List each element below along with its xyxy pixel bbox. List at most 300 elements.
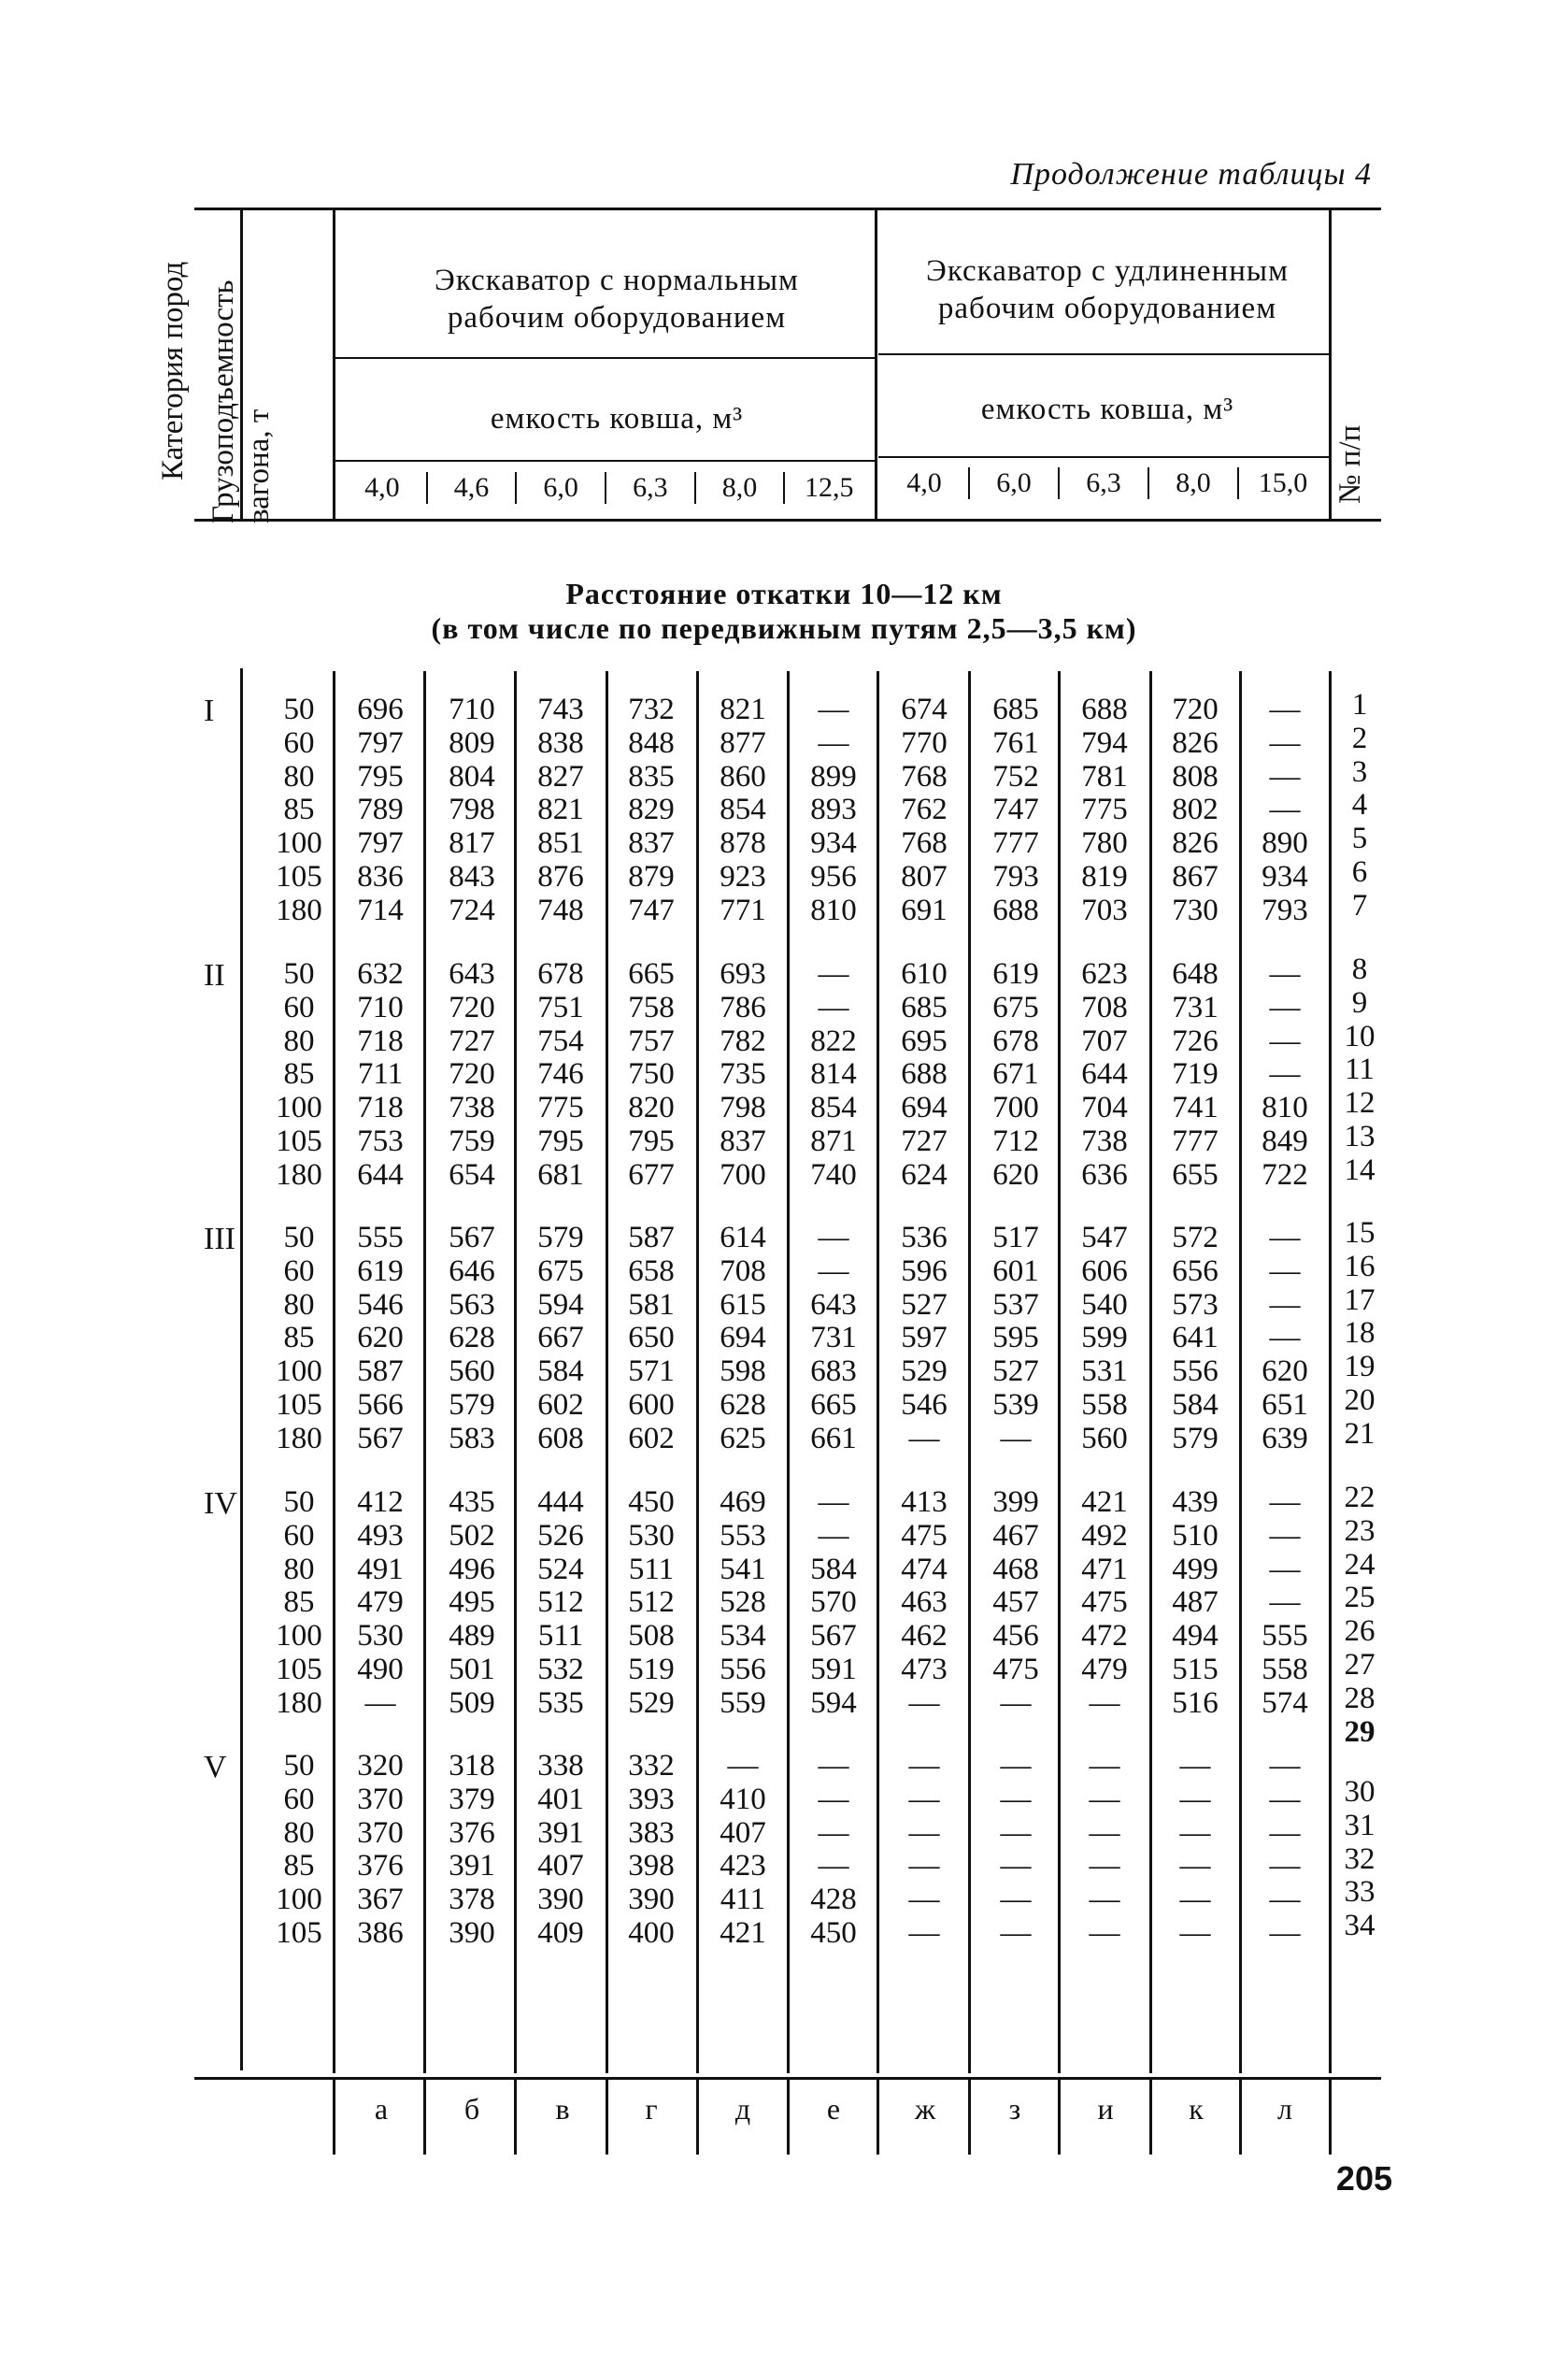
data-cell: 771 — [720, 893, 766, 927]
data-cell: — — [1269, 1815, 1301, 1850]
data-cell: 835 — [628, 759, 675, 794]
data-cell: 435 — [449, 1485, 495, 1519]
data-cell: 643 — [449, 957, 495, 991]
data-cell: — — [1000, 1685, 1032, 1720]
data-cell: 899 — [810, 759, 857, 794]
data-cell: 529 — [901, 1354, 948, 1389]
data-cell: 567 — [449, 1221, 495, 1254]
data-cell: 956 — [810, 859, 857, 894]
data-column-з — [972, 1222, 1060, 1456]
capacity-cell: 60 — [283, 1518, 315, 1553]
data-cell: 376 — [357, 1849, 404, 1883]
data-cell: 595 — [992, 1321, 1039, 1355]
header-vline-4 — [1329, 210, 1332, 519]
data-cell: 797 — [357, 725, 404, 760]
data-cell: 524 — [537, 1552, 584, 1586]
data-cell: 540 — [1081, 1287, 1128, 1322]
data-cell: 527 — [992, 1354, 1039, 1389]
bucket-capacity-normal-0: 4,0 — [364, 472, 400, 503]
data-cell: 376 — [449, 1815, 495, 1850]
data-cell: 614 — [720, 1221, 766, 1254]
data-cell: 777 — [1172, 1124, 1219, 1158]
data-cell: 450 — [810, 1915, 857, 1950]
capacity-cell: 80 — [283, 1815, 315, 1850]
data-cell: 602 — [537, 1387, 584, 1422]
data-cell: 383 — [628, 1815, 675, 1850]
capacity-cell: 80 — [283, 1552, 315, 1586]
data-cell: 579 — [1172, 1421, 1219, 1455]
data-cell: 681 — [537, 1157, 584, 1192]
capacity-cell: 105 — [276, 1124, 322, 1158]
row-numbers — [1332, 1776, 1388, 1943]
data-cell: 700 — [992, 1091, 1039, 1125]
row-number: 25 — [1344, 1581, 1376, 1615]
data-cell: — — [908, 1849, 940, 1883]
data-cell: 556 — [720, 1652, 766, 1686]
data-cell: 620 — [357, 1321, 404, 1355]
data-cell: 628 — [720, 1387, 766, 1422]
data-cell: 761 — [992, 725, 1039, 760]
data-column-з — [972, 958, 1060, 1193]
data-cell: — — [1269, 1849, 1301, 1883]
data-cell: 610 — [901, 957, 948, 991]
data-cell: 468 — [992, 1552, 1039, 1586]
data-cell: — — [1179, 1749, 1211, 1783]
data-cell: 809 — [449, 725, 495, 760]
letter-divider — [514, 2080, 517, 2155]
category-label: IV — [204, 1486, 237, 1521]
data-cell: 781 — [1081, 759, 1128, 794]
column-letter-е: е — [826, 2092, 841, 2126]
data-cell: 688 — [901, 1057, 948, 1092]
letter-divider — [333, 2080, 335, 2155]
data-cell: 519 — [628, 1652, 675, 1686]
data-cell: 707 — [1081, 1024, 1128, 1058]
data-cell: 584 — [810, 1552, 857, 1586]
data-cell: 877 — [720, 725, 766, 760]
data-cell: 694 — [720, 1321, 766, 1355]
data-cell: 820 — [628, 1091, 675, 1125]
capacity-cell: 180 — [276, 893, 322, 927]
data-column-ж — [880, 1750, 968, 1951]
data-cell: 768 — [901, 759, 948, 794]
header-sub-rule-extended — [878, 353, 1329, 355]
capacity-header: Грузоподъемность вагона, т — [207, 279, 276, 523]
extended-capacities — [880, 467, 1327, 499]
row-number: 21 — [1344, 1416, 1376, 1451]
capacity-cell: 60 — [283, 725, 315, 760]
data-cell: 378 — [449, 1883, 495, 1917]
data-column-а — [336, 1750, 424, 1951]
data-cell: 826 — [1172, 826, 1219, 861]
data-cell: 678 — [537, 957, 584, 991]
data-cell: 541 — [720, 1552, 766, 1586]
bucket-capacity-extended-0: 4,0 — [906, 467, 942, 498]
data-cell: 570 — [810, 1585, 857, 1620]
data-cell: 471 — [1081, 1552, 1128, 1586]
data-cell: 639 — [1262, 1421, 1308, 1455]
data-cell: 492 — [1081, 1518, 1128, 1553]
data-column-д — [699, 1750, 787, 1951]
data-cell: 759 — [449, 1124, 495, 1158]
data-cell: 584 — [537, 1354, 584, 1389]
data-cell: — — [818, 1485, 849, 1519]
letter-divider — [1329, 2080, 1332, 2155]
data-cell: 421 — [720, 1915, 766, 1950]
data-cell: 572 — [1172, 1221, 1219, 1254]
row-number: 5 — [1351, 822, 1368, 856]
data-cell: 410 — [720, 1782, 766, 1816]
data-cell: — — [818, 1221, 849, 1254]
data-cell: 810 — [810, 893, 857, 927]
capacity-cell: 60 — [283, 1782, 315, 1816]
row-number: 13 — [1344, 1119, 1376, 1153]
data-cell: — — [1269, 725, 1301, 760]
bucket-capacity-extended-1: 6,0 — [968, 467, 1058, 499]
data-cell: 814 — [810, 1057, 857, 1092]
capacity-cell: 105 — [276, 1652, 322, 1686]
data-cell: 644 — [1081, 1057, 1128, 1092]
data-cell: 704 — [1081, 1091, 1128, 1125]
data-cell: 720 — [449, 990, 495, 1024]
row-number: 27 — [1344, 1647, 1376, 1682]
data-cell: 553 — [720, 1518, 766, 1553]
data-cell: 656 — [1172, 1253, 1219, 1288]
data-column-в — [517, 1222, 605, 1456]
data-column-к — [1151, 1486, 1239, 1721]
data-cell: 817 — [449, 826, 495, 861]
capacity-cell: 180 — [276, 1421, 322, 1455]
data-cell: 602 — [628, 1421, 675, 1455]
extended-bucket-label: емкость ковша, м³ — [980, 393, 1234, 426]
data-cell: 724 — [449, 893, 495, 927]
data-column-б — [428, 1486, 516, 1721]
data-column-л — [1241, 1750, 1329, 1951]
data-cell: 574 — [1262, 1685, 1308, 1720]
data-cell: 472 — [1081, 1619, 1128, 1654]
data-cell: 555 — [1262, 1619, 1308, 1654]
data-cell: — — [1269, 957, 1301, 991]
data-cell: — — [818, 1749, 849, 1783]
category-label: V — [204, 1750, 227, 1784]
data-cell: — — [908, 1883, 940, 1917]
row-number: 19 — [1344, 1350, 1376, 1384]
data-cell: 793 — [992, 859, 1039, 894]
capacity-cell: 60 — [283, 990, 315, 1024]
data-cell: — — [364, 1685, 396, 1720]
data-cell: 517 — [992, 1221, 1039, 1254]
data-column-б — [428, 1222, 516, 1456]
data-cell: 608 — [537, 1421, 584, 1455]
data-cell: 876 — [537, 859, 584, 894]
data-cell: 675 — [537, 1253, 584, 1288]
data-cell: 789 — [357, 793, 404, 827]
data-cell: 620 — [1262, 1354, 1308, 1389]
data-cell: 413 — [901, 1485, 948, 1519]
data-cell: 782 — [720, 1024, 766, 1058]
header-cap-rule-normal — [335, 460, 875, 462]
data-cell: 848 — [628, 725, 675, 760]
data-cell: — — [1269, 1221, 1301, 1254]
bucket-capacity-normal-2: 6,0 — [515, 472, 605, 504]
data-cell: 391 — [537, 1815, 584, 1850]
data-column-а — [336, 1486, 424, 1721]
data-cell: 732 — [628, 693, 675, 726]
capacity-cell: 50 — [283, 1221, 315, 1254]
data-cell: 624 — [901, 1157, 948, 1192]
data-column-г — [607, 1750, 695, 1951]
data-cell: — — [1089, 1915, 1120, 1950]
data-cell: 516 — [1172, 1685, 1219, 1720]
data-cell: 367 — [357, 1883, 404, 1917]
data-cell: 555 — [357, 1221, 404, 1254]
capacity-cell: 85 — [283, 793, 315, 827]
data-cell: — — [1089, 1815, 1120, 1850]
data-cell: 501 — [449, 1652, 495, 1686]
data-cell: 409 — [537, 1915, 584, 1950]
data-cell: 596 — [901, 1253, 948, 1288]
bucket-capacity-normal-3: 6,3 — [605, 472, 694, 504]
data-cell: — — [908, 1685, 940, 1720]
data-cell: 735 — [720, 1057, 766, 1092]
data-cell: — — [1000, 1915, 1032, 1950]
row-number: 4 — [1351, 788, 1368, 823]
capacity-cell: 180 — [276, 1157, 322, 1192]
data-cell: 401 — [537, 1782, 584, 1816]
data-cell: 423 — [720, 1849, 766, 1883]
data-cell: — — [908, 1421, 940, 1455]
bucket-capacity-normal-4: 8,0 — [694, 472, 784, 504]
data-cell: 829 — [628, 793, 675, 827]
data-column-б — [428, 958, 516, 1193]
data-cell: 808 — [1172, 759, 1219, 794]
data-cell: — — [818, 990, 849, 1024]
capacity-cell: 50 — [283, 1485, 315, 1519]
data-column-и — [1061, 1750, 1148, 1951]
data-cell: 579 — [449, 1387, 495, 1422]
data-cell: 641 — [1172, 1321, 1219, 1355]
data-cell: 546 — [901, 1387, 948, 1422]
data-cell: 775 — [537, 1091, 584, 1125]
data-cell: 665 — [628, 957, 675, 991]
page-number: 205 — [1335, 2159, 1392, 2198]
data-cell: 741 — [1172, 1091, 1219, 1125]
data-cell: 620 — [992, 1157, 1039, 1192]
data-cell: 757 — [628, 1024, 675, 1058]
data-cell: 867 — [1172, 859, 1219, 894]
data-cell: 558 — [1262, 1652, 1308, 1686]
capacity-cell: 100 — [276, 1354, 322, 1389]
data-column-ж — [880, 1222, 968, 1456]
data-cell: — — [1269, 1057, 1301, 1092]
data-cell: 473 — [901, 1652, 948, 1686]
data-cell: 567 — [357, 1421, 404, 1455]
data-cell: 398 — [628, 1849, 675, 1883]
data-cell: 411 — [720, 1883, 766, 1917]
data-cell: — — [908, 1915, 940, 1950]
data-cell: 494 — [1172, 1619, 1219, 1654]
data-cell: 584 — [1172, 1387, 1219, 1422]
data-column-д — [699, 1486, 787, 1721]
data-cell: 726 — [1172, 1024, 1219, 1058]
data-cell: 338 — [537, 1749, 584, 1783]
capacity-cell: 50 — [283, 957, 315, 991]
data-cell: — — [818, 693, 849, 726]
data-cell: 750 — [628, 1057, 675, 1092]
data-cell: 493 — [357, 1518, 404, 1553]
row-number: 6 — [1351, 854, 1368, 889]
data-cell: 667 — [537, 1321, 584, 1355]
column-letter-б: б — [463, 2092, 480, 2126]
data-cell: 439 — [1172, 1485, 1219, 1519]
capacity-cell: 85 — [283, 1057, 315, 1092]
row-number: 9 — [1351, 985, 1368, 1020]
row-number: 28 — [1344, 1681, 1376, 1715]
data-column-а — [336, 1222, 424, 1456]
capacity-values — [257, 1750, 341, 1951]
data-cell: — — [1000, 1849, 1032, 1883]
column-letter-и: и — [1097, 2092, 1114, 2126]
body-column-rule — [968, 671, 971, 2073]
data-cell: 573 — [1172, 1287, 1219, 1322]
data-cell: 467 — [992, 1518, 1039, 1553]
data-column-е — [790, 958, 877, 1193]
header-sub-rule-normal — [335, 357, 875, 359]
data-cell: — — [1269, 1915, 1301, 1950]
data-column-л — [1241, 958, 1329, 1193]
header-bottom-rule — [194, 519, 1381, 522]
data-cell: 475 — [1081, 1585, 1128, 1620]
data-cell: 731 — [810, 1321, 857, 1355]
data-cell: — — [1269, 1782, 1301, 1816]
bucket-capacity-normal-5: 12,5 — [783, 472, 873, 504]
data-cell: — — [1269, 793, 1301, 827]
data-cell: — — [727, 1749, 759, 1783]
data-cell: 695 — [901, 1024, 948, 1058]
data-cell: 753 — [357, 1124, 404, 1158]
data-cell: 559 — [720, 1685, 766, 1720]
data-cell: 860 — [720, 759, 766, 794]
row-number: 17 — [1344, 1282, 1376, 1317]
data-cell: 727 — [901, 1124, 948, 1158]
data-column-и — [1061, 1486, 1148, 1721]
data-cell: — — [1269, 1749, 1301, 1783]
data-cell: — — [1269, 1585, 1301, 1620]
data-cell: 499 — [1172, 1552, 1219, 1586]
data-cell: — — [1179, 1815, 1211, 1850]
data-cell: 390 — [449, 1915, 495, 1950]
row-number: 7 — [1351, 888, 1368, 923]
data-cell: 628 — [449, 1321, 495, 1355]
extended-group-header: Экскаватор с удлиненным рабочим оборудованием — [926, 254, 1289, 325]
data-cell: 793 — [1262, 893, 1308, 927]
row-number: 16 — [1344, 1249, 1376, 1283]
data-cell: 650 — [628, 1321, 675, 1355]
bucket-capacity-extended-3: 8,0 — [1147, 467, 1237, 499]
capacity-cell: 60 — [283, 1253, 315, 1288]
data-cell: 469 — [720, 1485, 766, 1519]
row-number: 29 — [1344, 1714, 1376, 1749]
data-cell: 923 — [720, 859, 766, 894]
data-column-л — [1241, 694, 1329, 928]
data-cell: — — [818, 1253, 849, 1288]
column-letter-ж: ж — [914, 2092, 936, 2126]
data-cell: 579 — [537, 1221, 584, 1254]
data-cell: — — [1089, 1782, 1120, 1816]
data-cell: 746 — [537, 1057, 584, 1092]
row-number: 1 — [1351, 688, 1368, 722]
data-cell: — — [1269, 1287, 1301, 1322]
data-cell: 547 — [1081, 1221, 1128, 1254]
data-column-к — [1151, 958, 1239, 1193]
data-cell: 747 — [992, 793, 1039, 827]
header-top-rule — [194, 208, 1381, 210]
column-letter-л: л — [1277, 2092, 1292, 2126]
data-column-г — [607, 1486, 695, 1721]
data-cell: 581 — [628, 1287, 675, 1322]
data-column-ж — [880, 694, 968, 928]
data-cell: 762 — [901, 793, 948, 827]
data-cell: — — [818, 957, 849, 991]
data-cell: 798 — [449, 793, 495, 827]
data-cell: 632 — [357, 957, 404, 991]
column-letter-к: к — [1189, 2092, 1204, 2126]
data-cell: 768 — [901, 826, 948, 861]
data-cell: 795 — [357, 759, 404, 794]
data-cell: — — [1269, 1883, 1301, 1917]
column-letter-д: д — [734, 2092, 751, 2126]
data-cell: — — [1179, 1883, 1211, 1917]
data-cell: 708 — [720, 1253, 766, 1288]
capacity-cell: 100 — [276, 1883, 322, 1917]
data-cell: 457 — [992, 1585, 1039, 1620]
data-cell: 691 — [901, 893, 948, 927]
data-cell: — — [1000, 1815, 1032, 1850]
data-cell: 536 — [901, 1221, 948, 1254]
data-cell: 685 — [901, 990, 948, 1024]
data-cell: 878 — [720, 826, 766, 861]
data-cell: 693 — [720, 957, 766, 991]
data-cell: 795 — [628, 1124, 675, 1158]
data-cell: 487 — [1172, 1585, 1219, 1620]
data-cell: 386 — [357, 1915, 404, 1950]
data-column-и — [1061, 1222, 1148, 1456]
data-cell: — — [1000, 1883, 1032, 1917]
data-cell: 934 — [810, 826, 857, 861]
data-cell: 563 — [449, 1287, 495, 1322]
data-cell: 583 — [449, 1421, 495, 1455]
data-cell: 821 — [720, 693, 766, 726]
data-column-е — [790, 1222, 877, 1456]
data-cell: 450 — [628, 1485, 675, 1519]
data-cell: — — [1000, 1782, 1032, 1816]
category-label: I — [204, 694, 215, 728]
data-cell: 770 — [901, 725, 948, 760]
capacity-cell: 105 — [276, 1915, 322, 1950]
data-column-г — [607, 1222, 695, 1456]
row-numbers — [1332, 1482, 1388, 1749]
data-cell: 731 — [1172, 990, 1219, 1024]
letter-divider — [877, 2080, 879, 2155]
data-cell: 719 — [1172, 1057, 1219, 1092]
row-number: 10 — [1344, 1019, 1376, 1053]
row-numbers — [1332, 1217, 1388, 1452]
data-cell: 644 — [357, 1157, 404, 1192]
data-cell: 456 — [992, 1619, 1039, 1654]
data-column-к — [1151, 694, 1239, 928]
capacity-values — [257, 958, 341, 1193]
data-cell: 391 — [449, 1849, 495, 1883]
